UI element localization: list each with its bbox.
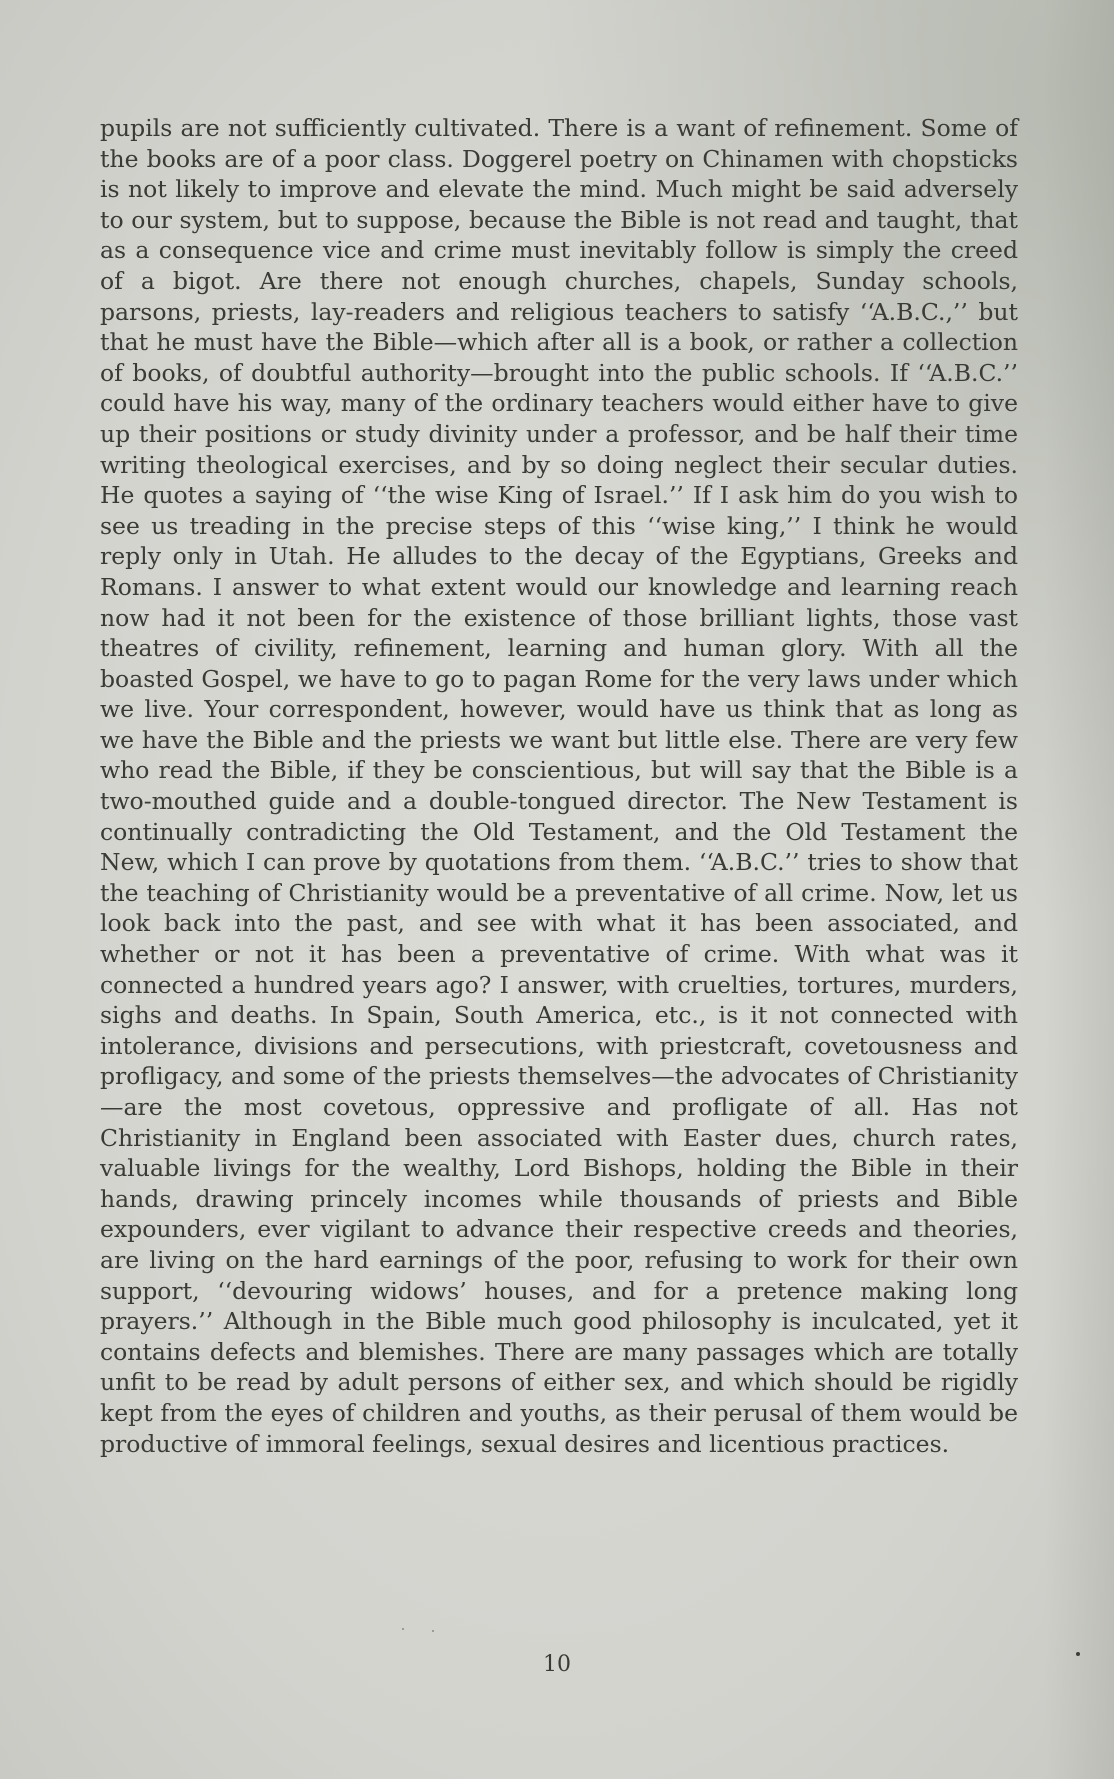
ink-speck — [402, 1628, 404, 1630]
page-edge-shadow — [1044, 0, 1114, 1779]
body-text: pupils are not sufficiently cultivated. There is a want of refinement. Some of the books are of a poor class. Doggerel poetry on Chinamen with chopsticks is not likely to improve and elevate the mind. Much might be said adversely to our system, but to suppose, because the Bible is not read and taught, that as a consequence vice and crime must inevitably follow is simply the creed of a bigot. Are there not enough churches, chapels, Sunday schools, parsons, priests, lay-readers and religious teachers to satisfy ‘‘A.B.C.,’’ but that he must have the Bible—which after all is a book, or rather a collection of books, of doubtful authority—brought into the public schools. If ‘‘A.B.C.’’ could have his way, many of the ordinary teachers would either have to give up their positions or study divinity under a professor, and be half their time writing theological exercises, and by so doing neglect their secular duties. He quotes a saying of ‘‘the wise King of Israel.’’ If I ask him do you wish to see us treading in the precise steps of this ‘‘wise king,’’ I think he would reply only in Utah. He alludes to the decay of the Egyptians, Greeks and Romans. I answer to what extent would our knowledge and learning reach now had it not been for the existence of those brilliant lights, those vast theatres of civility, refinement, learning and human glory. With all the boasted Gospel, we have to go to pagan Rome for the very laws under which we live. Your correspondent, however, would have us think that as long as we have the Bible and the priests we want but little else. There are very few who read the Bible, if they be conscientious, but will say that the Bible is a two-mouthed guide and a double-tongued director. The New Testament is continually contradicting the Old Testament, and the Old Testament the New, which I can prove by quotations from them. ‘‘A.B.C.’’ tries to show that the teaching of Christianity would be a preventative of all crime. Now, let us look back into the past, and see with what it has been associated, and whether or not it has been a preventative of crime. With what was it connected a hundred years ago? I answer, with cruelties, tortures, murders, sighs and deaths. In Spain, South America, etc., is it not connected with intolerance, divisions and persecutions, with priestcraft, covetousness and profligacy, and some of the priests themselves—the advocates of Christianity—are the most covetous, oppressive and profligate of all. Has not Christianity in England been associated with Easter dues, church rates, valuable livings for the wealthy, Lord Bishops, holding the Bible in their hands, drawing princely incomes while thousands of priests and Bible expounders, ever vigilant to advance their respective creeds and theories, are living on the hard earnings of the poor, refusing to work for their own support, ‘‘devouring widows’ houses, and for a pretence making long prayers.’’ Although in the Bible much good philosophy is inculcated, yet it contains defects and blemishes. There are many passages which are totally unfit to be read by adult persons of either sex, and which should be rigidly kept from the eyes of children and youths, as their perusal of them would be productive of immoral feelings, sexual desires and licentious practices. — [100, 114, 1018, 1458]
page-number: 10 — [543, 1652, 571, 1677]
ink-speck — [432, 1630, 434, 1632]
ink-speck — [1076, 1652, 1080, 1656]
